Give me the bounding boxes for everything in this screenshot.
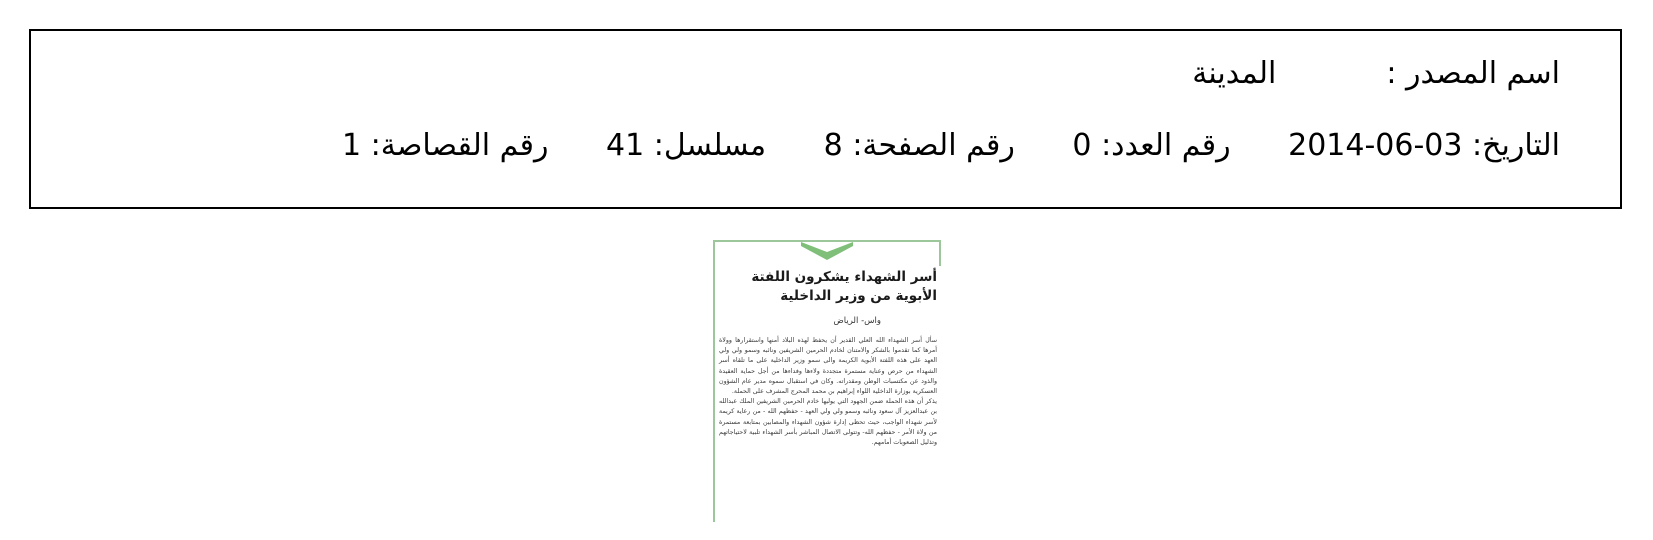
metadata-box: [29, 29, 1622, 209]
serial-value: 41: [606, 128, 645, 163]
page-label: رقم الصفحة:: [852, 128, 1015, 163]
serial-label: مسلسل:: [653, 128, 767, 163]
newspaper-clipping: [713, 240, 941, 522]
chevron-down-icon: [801, 242, 853, 260]
article-body: [719, 336, 937, 448]
clip-number-value: 1: [342, 128, 362, 163]
issue-label: رقم العدد:: [1101, 128, 1231, 163]
clip-number-label: رقم القصاصة:: [370, 128, 549, 163]
article-byline: واس- الرياض: [833, 316, 881, 326]
article-paragraph: سأل أسر الشهداء الله العلي القدير أن يحفظ لهذه البلاد أمنها واستقرارها وولاة أمرها كما تقدموا بالشكر والامتنان لخادم الحرمين الشريفين ونائبه وسمو ولي ولي العهد على هذه اللفتة الأبوية الكريمة والى سمو وزير الداخلية على ما تلقاه أسر الشهداء من حرص وعناية مستمرة متجددة ولاءها وفداءها من أجل حماية العقيدة والذود عن مكتسبات الوطن ومقدراته. وكان في استقبال سموه مدير عام الشؤون العسكرية بوزارة الداخلية اللواء إبراهيم بن محمد المحرج المشرف على الحملة.: [719, 337, 937, 396]
article-title: أسر الشهداء يشكرون اللفتة الأبوية من وزير الداخلية: [751, 269, 937, 304]
details-line: [342, 128, 1560, 163]
issue-value: 0: [1072, 128, 1092, 163]
source-line: [1192, 56, 1560, 91]
date-value: 2014-06-03: [1288, 128, 1463, 163]
clip-frame-right: [939, 240, 941, 266]
page-value: 8: [823, 128, 843, 163]
article-paragraph: يذكر أن هذه الحملة ضمن الجهود التي يوليها خادم الحرمين الشريفين الملك عبدالله بن عبدالعزيز آل سعود ونائبه وسمو ولي ولي العهد - حفظهم الله - من رعاية كريمة لأسر شهداء الواجب، حيث تحظى إدارة شؤون الشهداء والمصابين بمتابعة مستمرة من ولاة الأمر - حفظهم الله- وتتولى الاتصال المباشر بأسر الشهداء تلبية لاحتياجاتهم وتذليل الصعوبات أمامهم.: [719, 398, 937, 447]
source-label: اسم المصدر :: [1386, 56, 1560, 91]
clip-frame-left: [713, 240, 715, 522]
date-label: التاريخ:: [1472, 128, 1560, 163]
source-value: المدينة: [1192, 56, 1277, 91]
